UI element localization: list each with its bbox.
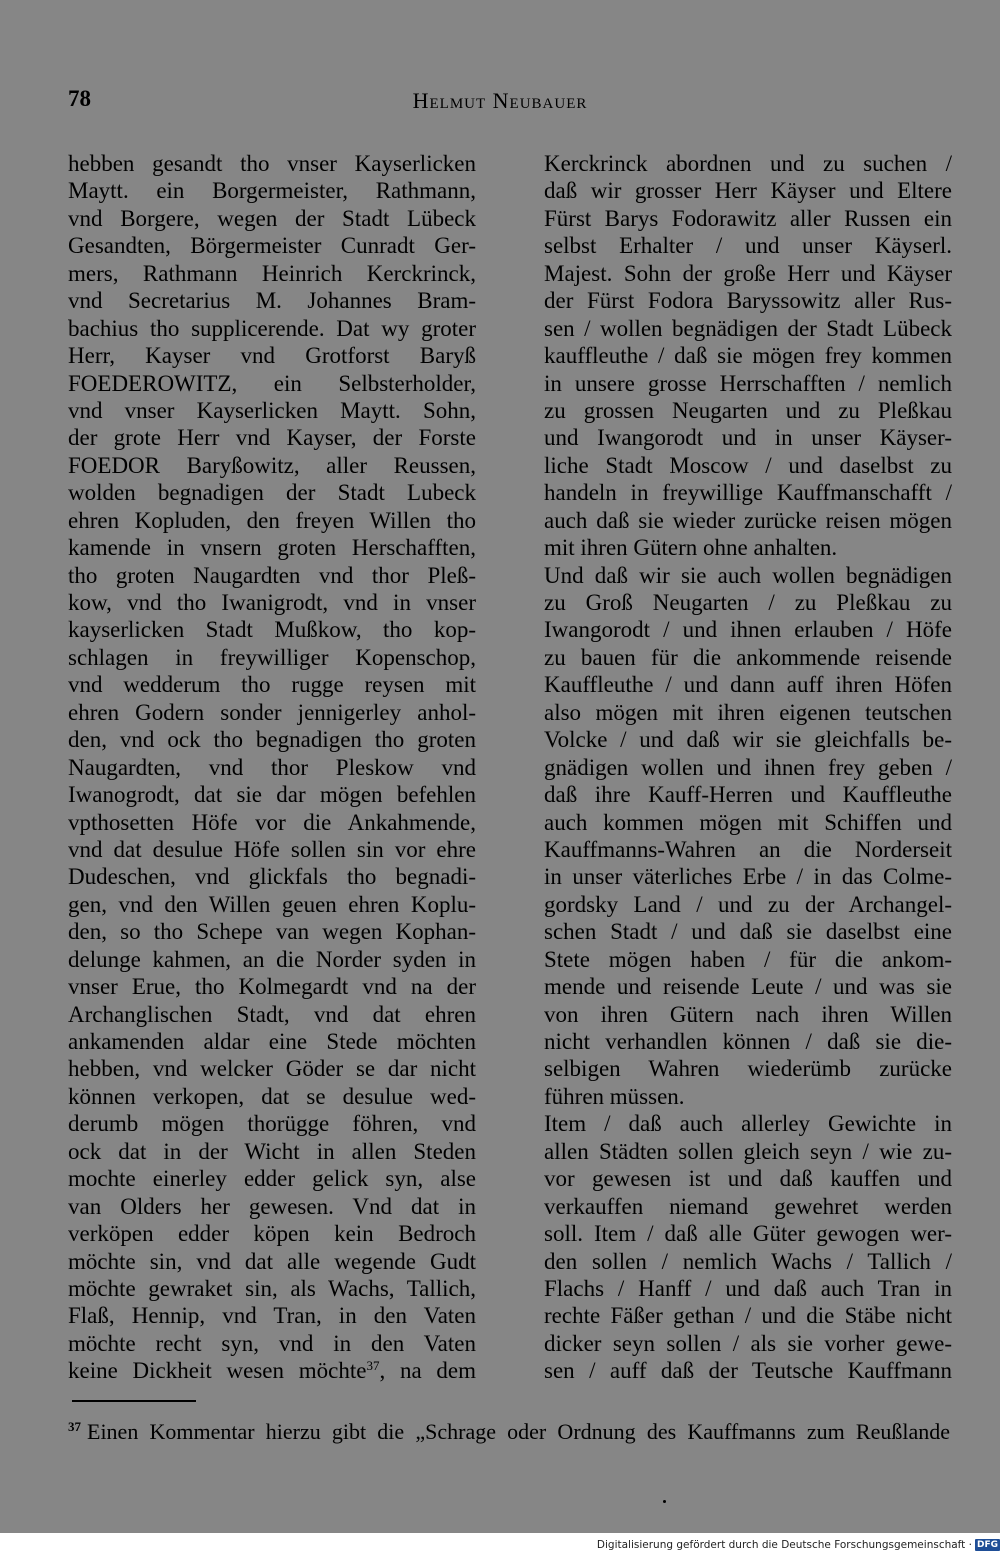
line-text: mochte einerley edder gelick syn, alse [68, 1166, 476, 1192]
line-text: der grote Herr vnd Kayser, der Forste [68, 425, 476, 451]
text-line [68, 781, 476, 808]
text-line [68, 534, 476, 561]
text-line [544, 1001, 952, 1028]
text-line [544, 1028, 952, 1055]
line-text: allen Städten sollen gleich seyn / wie zu- [544, 1138, 952, 1164]
text-line [68, 809, 476, 836]
text-line [68, 452, 476, 479]
line-text: selbst Erhalter / und unser Käyserl. [544, 233, 952, 259]
text-line [544, 589, 952, 616]
line-text: in unsere grosse Herrschafften / nemlich [544, 370, 952, 396]
text-line [544, 836, 952, 863]
text-line [544, 1083, 952, 1110]
line-text: selbigen Wahren wiederümb zurücke [544, 1056, 952, 1082]
line-text: gnädigen wollen und ihnen frey geben / [544, 754, 952, 780]
page-number: 78 [68, 86, 91, 111]
text-line [68, 754, 476, 781]
text-line [544, 644, 952, 671]
line-text: auch kommen mögen mit Schiffen und [544, 809, 952, 835]
text-line [68, 1055, 476, 1082]
text-line [544, 1302, 952, 1329]
footnote-reference[interactable]: 37 [366, 1358, 380, 1374]
left-column [68, 150, 476, 1385]
text-line [544, 1138, 952, 1165]
line-text: ehren Kopluden, den freyen Willen tho [68, 507, 476, 533]
text-line [544, 1248, 952, 1275]
line-text: Kauffleuthe / und dann auff ihren Höfen [544, 672, 952, 698]
line-text: gordsky Land / und zu der Archangel- [544, 891, 952, 917]
line-text: ehren Godern sonder jennigerley anhol- [68, 699, 476, 725]
text-line [544, 1330, 952, 1357]
digitization-credit [597, 1536, 1000, 1554]
line-text: sen / auff daß der Teutsche Kauffmann [544, 1358, 952, 1384]
text-line [544, 370, 952, 397]
line-text: führen müssen. [544, 1083, 685, 1109]
line-text: möchte gewraket sin, als Wachs, Tallich, [68, 1275, 476, 1301]
line-text: der Fürst Fodora Baryssowitz aller Rus- [544, 288, 952, 314]
line-text: keine Dickheit wesen möchte [68, 1358, 367, 1384]
text-line [544, 1165, 952, 1192]
text-line [544, 562, 952, 589]
line-text: möchte sin, vnd dat alle wegende Gudt [68, 1248, 476, 1274]
line-text: kauffleuthe / daß sie mögen frey kommen [544, 343, 952, 369]
line-text: Dudeschen, vnd glickfals tho begnadi- [68, 864, 476, 890]
text-line [544, 863, 952, 890]
line-text: Und daß wir sie auch wollen begnädigen [544, 562, 952, 588]
line-text: vnd vnser Kayserlicken Maytt. Sohn, [68, 397, 476, 423]
line-text: van Olders her gewesen. Vnd dat in [68, 1193, 476, 1219]
line-text: Kerckrinck abordnen und zu suchen / [544, 151, 952, 176]
text-line [68, 616, 476, 643]
line-text: tho groten Naugardten vnd thor Pleß- [68, 562, 476, 588]
line-text: Naugardten, vnd thor Pleskow vnd [68, 754, 476, 780]
line-text: Maytt. ein Borgermeister, Rathmann, [68, 178, 476, 204]
text-line [544, 534, 952, 561]
line-text: Herr, Kayser vnd Grotforst Baryß [68, 343, 476, 369]
line-text: vnser Erue, tho Kolmegardt vnd na der [68, 974, 476, 1000]
line-text: vpthosetten Höfe vor die Ankahmende, [68, 809, 476, 835]
text-line [544, 205, 952, 232]
line-text: Kauffmanns-Wahren an die Norderseit [544, 836, 952, 862]
text-line [544, 1055, 952, 1082]
text-line [68, 1083, 476, 1110]
text-line [544, 699, 952, 726]
text-line [68, 726, 476, 753]
line-text: in unser väterliches Erbe / in das Colme- [544, 864, 952, 890]
line-text: kow, vnd tho Iwanigrodt, vnd in vnser [68, 590, 476, 615]
text-line [544, 891, 952, 918]
line-text: daß ihre Kauff-Herren und Kauffleuthe [544, 782, 952, 808]
line-text: möchte recht syn, vnd in den Vaten [68, 1330, 476, 1356]
text-line [544, 671, 952, 698]
line-text: zu Groß Neugarten / zu Pleßkau zu [544, 590, 952, 615]
text-line [544, 781, 952, 808]
line-text: kayserlicken Stadt Mußkow, tho kop- [68, 617, 476, 643]
line-text: mit ihren Gütern ohne anhalten. [544, 535, 838, 561]
line-text: den sollen / nemlich Wachs / Tallich / [544, 1248, 952, 1274]
text-line [68, 507, 476, 534]
line-text: Iwangorodt / und ihnen erlauben / Höfe [544, 617, 952, 643]
text-line [68, 891, 476, 918]
text-line [544, 507, 952, 534]
text-line [68, 397, 476, 424]
text-line [68, 205, 476, 232]
text-line [68, 918, 476, 945]
text-line [68, 479, 476, 506]
line-text: Volcke / und daß wir sie gleichfalls be- [544, 727, 952, 753]
text-line [68, 315, 476, 342]
text-line [68, 1302, 476, 1329]
scan-speck [663, 1500, 666, 1503]
text-line [68, 342, 476, 369]
line-text: Majest. Sohn der große Herr und Käyser [544, 260, 952, 286]
line-text: hebben gesandt tho vnser Kayserlicken [68, 151, 476, 176]
line-text: FOEDOR Baryßowitz, aller Reussen, [68, 452, 476, 478]
line-text-tail: , na dem [379, 1358, 476, 1384]
text-line [544, 150, 952, 177]
text-line [544, 754, 952, 781]
text-line [68, 671, 476, 698]
text-line [68, 370, 476, 397]
text-line [544, 946, 952, 973]
text-line [68, 150, 476, 177]
line-text: Item / daß auch allerley Gewichte in [544, 1111, 952, 1137]
line-text: ock dat in der Wicht in allen Steden [68, 1138, 476, 1164]
text-line [68, 424, 476, 451]
line-text: delunge kahmen, an die Norder syden in [68, 946, 476, 972]
line-text: den, vnd ock tho begnadigen tho groten [68, 727, 476, 753]
text-line [544, 177, 952, 204]
line-text: mers, Rathmann Heinrich Kerckrinck, [68, 260, 476, 286]
text-line [68, 836, 476, 863]
line-text: den, so tho Schepe van wegen Kophan- [68, 919, 476, 945]
line-text: von ihren Gütern nach ihren Willen [544, 1001, 952, 1027]
text-line [544, 973, 952, 1000]
line-text: Gesandten, Börgermeister Cunradt Ger- [68, 233, 476, 259]
line-text: Stete mögen haben / für die ankom- [544, 946, 952, 972]
text-line [544, 918, 952, 945]
text-line [68, 232, 476, 259]
text-line [68, 1357, 476, 1384]
line-text: ankamenden aldar eine Stede möchten [68, 1029, 476, 1054]
line-text: soll. Item / daß alle Güter gewogen wer- [544, 1221, 952, 1247]
text-line [68, 644, 476, 671]
text-line [544, 287, 952, 314]
line-text: vnd wedderum tho rugge reysen mit [68, 672, 476, 698]
text-line [68, 699, 476, 726]
line-text: kamende in vnsern groten Herschafften, [68, 535, 476, 561]
line-text: Flaß, Hennip, vnd Tran, in den Vaten [68, 1303, 476, 1329]
line-text: schen Stadt / und daß sie daselbst eine [544, 919, 952, 945]
line-text: schlagen in freywilliger Kopenschop, [68, 644, 476, 670]
text-line [544, 342, 952, 369]
text-line [68, 260, 476, 287]
text-line [544, 1220, 952, 1247]
text-line [544, 424, 952, 451]
text-line [68, 562, 476, 589]
line-text: wolden begnadigen der Stadt Lubeck [68, 480, 476, 506]
line-text: bachius tho supplicerende. Dat wy groter [68, 315, 476, 341]
line-text: dicker seyn sollen / als sie vorher gewe- [544, 1330, 952, 1356]
text-line [68, 1193, 476, 1220]
text-line [544, 479, 952, 506]
line-text: können verkopen, dat se desulue wed- [68, 1083, 476, 1109]
line-text: auch daß sie wieder zurücke reisen mögen [544, 507, 952, 533]
text-line [68, 863, 476, 890]
text-line [68, 287, 476, 314]
text-line [544, 1357, 952, 1384]
line-text: Archanglischen Stadt, vnd dat ehren [68, 1001, 476, 1027]
footnote [68, 1418, 950, 1446]
line-text: vor gewesen ist und daß kauffen und [544, 1166, 952, 1192]
line-text: vnd Borgere, wegen der Stadt Lübeck [68, 205, 476, 231]
text-line [68, 1330, 476, 1357]
line-text: vnd dat desulue Höfe sollen sin vor ehre [68, 836, 476, 862]
text-line [68, 1110, 476, 1137]
line-text: Fürst Barys Fodorawitz aller Russen ein [544, 205, 952, 231]
line-text: Iwanogrodt, dat sie dar mögen befehlen [68, 782, 476, 808]
line-text: rechte Fäßer gethan / und die Stäbe nicht [544, 1303, 952, 1329]
line-text: sen / wollen begnädigen der Stadt Lübeck [544, 315, 952, 341]
text-line [68, 1165, 476, 1192]
text-line [68, 1275, 476, 1302]
line-text: vnd Secretarius M. Johannes Bram- [68, 288, 476, 314]
text-line [544, 1275, 952, 1302]
line-text: also mögen mit ihren eigenen teutschen [544, 699, 952, 725]
text-line [68, 589, 476, 616]
line-text: liche Stadt Moscow / und daselbst zu [544, 452, 952, 478]
text-line [68, 1220, 476, 1247]
text-line [68, 946, 476, 973]
line-text: gen, vnd den Willen geuen ehren Koplu- [68, 891, 476, 917]
footnote-rule [72, 1400, 196, 1402]
footnote-text: Einen Kommentar hierzu gibt die „Schrage oder Ordnung des Kauffmanns zum Reußlande [87, 1419, 950, 1444]
line-text: nicht verhandlen können / daß sie die- [544, 1029, 952, 1054]
text-line [544, 232, 952, 259]
text-line [544, 809, 952, 836]
text-line [544, 726, 952, 753]
text-line [544, 1193, 952, 1220]
line-text: verkauffen niemand gewehret werden [544, 1193, 952, 1219]
line-text: Flachs / Hanff / und daß auch Tran in [544, 1275, 952, 1301]
text-line [68, 177, 476, 204]
text-line [544, 616, 952, 643]
line-text: verköpen edder köpen kein Bedroch [68, 1221, 476, 1247]
line-text: derumb mögen thorügge föhren, vnd [68, 1111, 476, 1137]
text-line [68, 973, 476, 1000]
right-column [544, 150, 952, 1385]
text-line [68, 1248, 476, 1275]
line-text: daß wir grosser Herr Käyser und Eltere [544, 178, 952, 204]
text-line [544, 315, 952, 342]
credit-text: Digitalisierung gefördert durch die Deutsche Forschungsgemeinschaft · [596, 1539, 972, 1551]
text-line [544, 260, 952, 287]
line-text: hebben, vnd welcker Göder se dar nicht [68, 1056, 476, 1082]
text-line [544, 397, 952, 424]
line-text: FOEDEROWITZ, ein Selbsterholder, [68, 370, 476, 396]
running-head-author: Helmut Neubauer [412, 88, 588, 113]
dfg-logo: DFG [976, 1540, 998, 1550]
text-line [68, 1028, 476, 1055]
line-text: mende und reisende Leute / und was sie [544, 974, 952, 1000]
text-line [544, 452, 952, 479]
line-text: und Iwangorodt und in unser Käyser- [544, 425, 952, 451]
text-line [68, 1001, 476, 1028]
text-line [68, 1138, 476, 1165]
line-text: handeln in freywillige Kauffmanschafft / [544, 480, 952, 506]
text-line [544, 1110, 952, 1137]
line-text: zu bauen für die ankommende reisende [544, 644, 952, 670]
footnote-marker: 37 [68, 1419, 81, 1434]
line-text: zu grossen Neugarten und zu Pleßkau [544, 397, 952, 423]
